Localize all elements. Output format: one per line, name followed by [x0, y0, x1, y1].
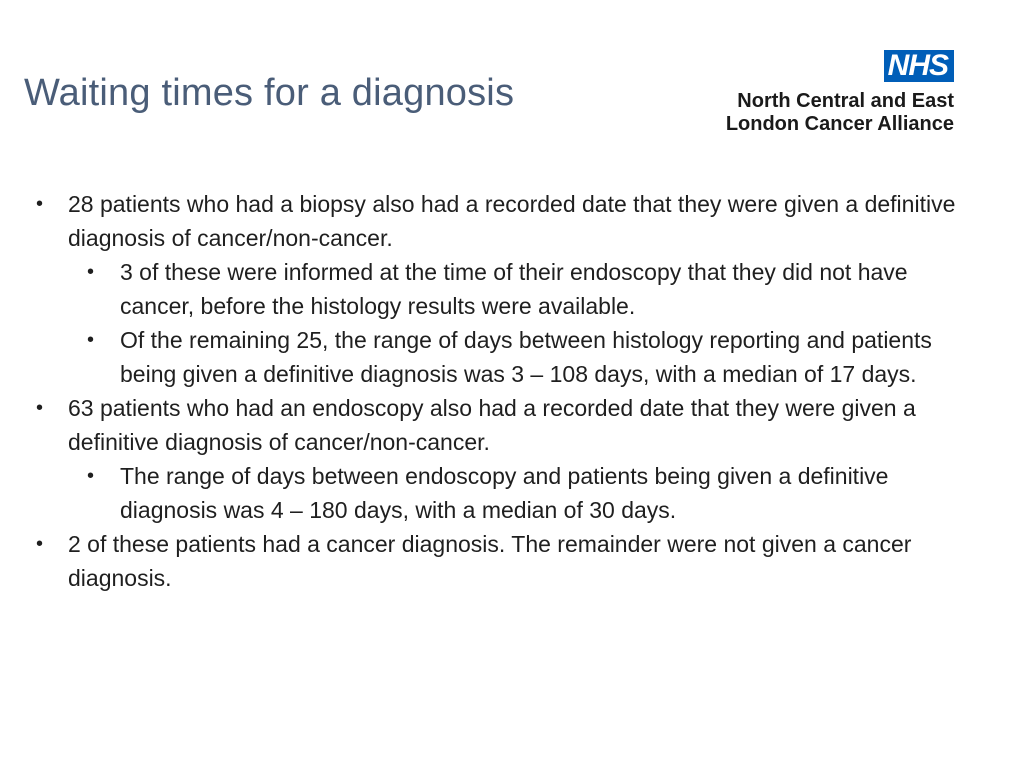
bullet-text: 3 of these were informed at the time of their endoscopy that they did not have cancer, before the histology results were available.	[120, 259, 908, 319]
bullet-text: The range of days between endoscopy and patients being given a definitive diagnosis was 4 – 180 days, with a median of 30 days.	[120, 463, 889, 523]
nhs-mark: NHS	[884, 50, 954, 82]
nhs-logo	[654, 50, 954, 136]
bullet-text: 28 patients who had a biopsy also had a recorded date that they were given a definitive diagnosis of cancer/non-cancer.	[68, 191, 956, 251]
bullet-dot: •	[87, 261, 95, 283]
sub-bullet-item	[34, 255, 964, 323]
bullet-item	[34, 187, 964, 255]
bullet-item	[34, 527, 964, 595]
bullet-text: 2 of these patients had a cancer diagnosis. The remainder were not given a cancer diagnosis.	[68, 531, 912, 591]
bullet-dot: •	[87, 465, 95, 487]
org-name-line-1: North Central and East	[737, 90, 954, 112]
bullet-dot: •	[36, 533, 44, 555]
bullet-dot: •	[87, 329, 95, 351]
bullet-dot: •	[36, 193, 44, 215]
slide-title: Waiting times for a diagnosis	[24, 72, 515, 114]
bullet-list	[34, 187, 964, 595]
bullet-text: Of the remaining 25, the range of days between histology reporting and patients being given a definitive diagnosis was 3 – 108 days, with a median of 17 days.	[120, 327, 932, 387]
bullet-dot: •	[36, 397, 44, 419]
org-name-line-2: London Cancer Alliance	[725, 113, 954, 135]
sub-bullet-item	[34, 323, 964, 391]
bullet-text: 63 patients who had an endoscopy also had a recorded date that they were given a definitive diagnosis of cancer/non-cancer.	[68, 395, 916, 455]
bullet-item	[34, 391, 964, 459]
sub-bullet-item	[34, 459, 964, 527]
